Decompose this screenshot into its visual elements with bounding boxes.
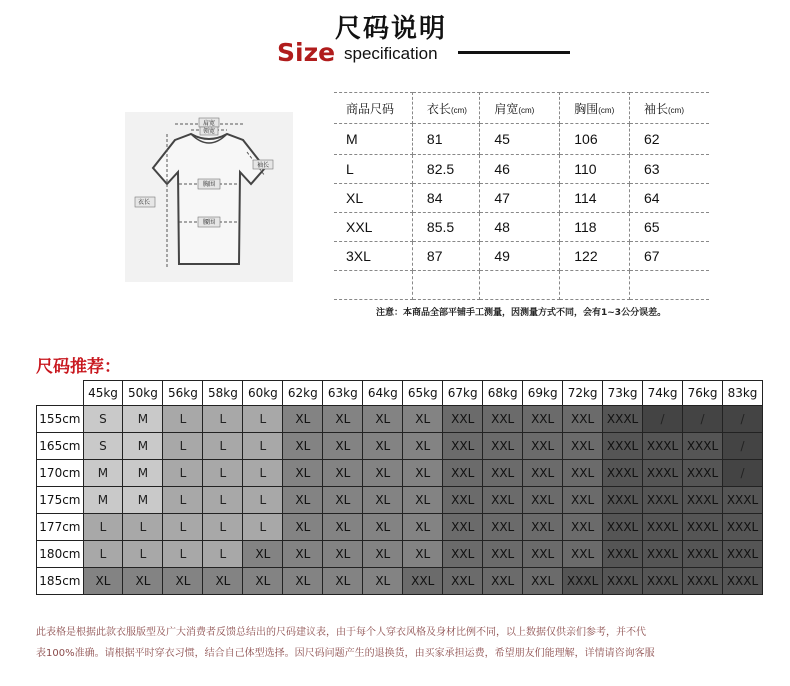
size-cell: XXL	[443, 433, 483, 460]
size-cell: XL	[363, 514, 403, 541]
size-cell: L	[163, 460, 203, 487]
spec-value-cell: 63	[630, 155, 710, 184]
size-cell: XXXL	[723, 541, 763, 568]
page-title: 尺码说明	[335, 14, 448, 44]
height-row	[37, 433, 763, 460]
size-cell: XXL	[483, 541, 523, 568]
size-cell: XXL	[523, 568, 563, 595]
size-cell: XL	[283, 568, 323, 595]
size-cell: M	[83, 460, 123, 487]
spec-value-cell: 49	[480, 242, 560, 271]
size-cell: XXL	[443, 460, 483, 487]
spec-row	[334, 124, 709, 155]
weight-header-cell: 67kg	[443, 381, 483, 406]
weight-header-cell: 60kg	[243, 381, 283, 406]
spec-value-cell: 47	[480, 184, 560, 213]
spec-col-size: 商品尺码	[334, 93, 412, 124]
diagram-label-sleeve: 袖长	[257, 162, 270, 169]
spec-value-cell: 67	[630, 242, 710, 271]
size-cell: M	[123, 487, 163, 514]
spec-size-cell: M	[334, 124, 412, 155]
weight-header-cell: 64kg	[363, 381, 403, 406]
size-cell: XL	[323, 541, 363, 568]
size-cell: XL	[403, 487, 443, 514]
diagram-label-length: 衣长	[138, 199, 151, 206]
height-header-cell: 155cm	[37, 406, 84, 433]
size-cell: XXXL	[643, 487, 683, 514]
spec-size-cell: L	[334, 155, 412, 184]
size-cell: L	[243, 487, 283, 514]
size-cell: XXL	[403, 568, 443, 595]
size-cell: XXL	[523, 541, 563, 568]
size-cell: XXL	[563, 541, 603, 568]
spec-col-sleeve: 袖长(cm)	[630, 93, 710, 124]
size-cell: XXXL	[683, 460, 723, 487]
size-cell: XL	[283, 487, 323, 514]
spec-header-row	[334, 93, 709, 124]
weight-header-cell: 68kg	[483, 381, 523, 406]
spec-row	[334, 213, 709, 242]
spec-size-cell: XXL	[334, 213, 412, 242]
size-cell: XL	[283, 514, 323, 541]
size-cell: L	[243, 406, 283, 433]
size-cell: XL	[403, 433, 443, 460]
size-cell: XXL	[483, 568, 523, 595]
size-cell: XL	[323, 406, 363, 433]
size-cell: XXXL	[683, 514, 723, 541]
size-cell: XXL	[443, 406, 483, 433]
spec-size-cell: XL	[334, 184, 412, 213]
size-cell: XXL	[443, 487, 483, 514]
size-cell: XXL	[523, 433, 563, 460]
size-cell: XXXL	[683, 541, 723, 568]
spec-value-cell: 46	[480, 155, 560, 184]
size-cell: XXXL	[723, 514, 763, 541]
size-cell: L	[163, 541, 203, 568]
size-cell: XL	[283, 433, 323, 460]
diagram-label-waist: 腰围	[203, 219, 216, 226]
size-cell: M	[123, 433, 163, 460]
weight-header-cell: 63kg	[323, 381, 363, 406]
size-cell: XL	[403, 406, 443, 433]
size-cell: L	[203, 433, 243, 460]
size-cell: XXXL	[603, 460, 643, 487]
spec-value-cell: 106	[560, 124, 630, 155]
tshirt-diagram	[125, 112, 293, 282]
spec-row	[334, 271, 709, 300]
footer-line-1: 此表格是根据此款衣服版型及广大消费者反馈总结出的尺码建议表，由于每个人穿衣风格及身材比例不同，以上数据仅供亲们参考，并不代	[36, 627, 646, 638]
spec-row	[334, 155, 709, 184]
spec-row	[334, 184, 709, 213]
size-cell: XL	[363, 406, 403, 433]
spec-value-cell	[412, 271, 479, 300]
size-cell: XXL	[523, 487, 563, 514]
size-cell: XL	[163, 568, 203, 595]
size-cell: XXXL	[723, 487, 763, 514]
weight-header-cell: 76kg	[683, 381, 723, 406]
size-cell: XL	[203, 568, 243, 595]
weight-header-row	[37, 381, 763, 406]
size-cell: L	[243, 433, 283, 460]
size-cell: XXL	[563, 460, 603, 487]
diagram-label-shoulder: 肩宽	[203, 120, 216, 127]
size-cell: L	[163, 433, 203, 460]
size-cell: XL	[403, 514, 443, 541]
spec-value-cell: 122	[560, 242, 630, 271]
heading-rule	[458, 51, 570, 54]
height-header-cell: 170cm	[37, 460, 84, 487]
size-cell: XL	[403, 460, 443, 487]
size-cell: L	[123, 541, 163, 568]
recommend-table	[36, 380, 763, 595]
size-cell: L	[203, 406, 243, 433]
spec-size-cell: 3XL	[334, 242, 412, 271]
size-cell: L	[203, 541, 243, 568]
specification-heading: specification	[344, 44, 438, 63]
size-cell: L	[83, 514, 123, 541]
size-cell: XL	[243, 568, 283, 595]
weight-header-cell: 45kg	[83, 381, 123, 406]
corner-cell	[37, 381, 84, 406]
size-cell: XL	[363, 487, 403, 514]
size-cell: L	[203, 514, 243, 541]
size-cell: XXL	[443, 541, 483, 568]
weight-header-cell: 69kg	[523, 381, 563, 406]
spec-value-cell: 81	[412, 124, 479, 155]
weight-header-cell: 74kg	[643, 381, 683, 406]
weight-header-cell: 50kg	[123, 381, 163, 406]
size-cell: L	[163, 514, 203, 541]
size-heading: Size	[277, 38, 336, 67]
size-cell: /	[723, 460, 763, 487]
size-cell: XXL	[483, 433, 523, 460]
size-cell: M	[83, 487, 123, 514]
height-row	[37, 487, 763, 514]
size-cell: XXXL	[643, 460, 683, 487]
size-cell: XL	[283, 406, 323, 433]
size-cell: XXL	[483, 487, 523, 514]
size-cell: XXL	[523, 514, 563, 541]
height-header-cell: 180cm	[37, 541, 84, 568]
size-cell: XL	[83, 568, 123, 595]
size-cell: L	[203, 487, 243, 514]
size-cell: XXXL	[603, 514, 643, 541]
size-cell: L	[243, 514, 283, 541]
height-row	[37, 514, 763, 541]
footer-note	[36, 622, 766, 664]
spec-value-cell	[560, 271, 630, 300]
size-cell: /	[683, 406, 723, 433]
size-cell: S	[83, 406, 123, 433]
size-cell: XXL	[483, 406, 523, 433]
size-cell: XL	[323, 487, 363, 514]
height-row	[37, 460, 763, 487]
size-cell: XXL	[443, 514, 483, 541]
size-cell: XXXL	[603, 568, 643, 595]
spec-size-cell	[334, 271, 412, 300]
spec-col-chest: 胸围(cm)	[560, 93, 630, 124]
size-cell: XL	[323, 433, 363, 460]
diagram-label-chest: 胸围	[203, 181, 216, 188]
size-cell: XL	[363, 541, 403, 568]
size-cell: XL	[363, 460, 403, 487]
spec-value-cell	[480, 271, 560, 300]
size-cell: XXL	[563, 406, 603, 433]
size-cell: XL	[283, 460, 323, 487]
spec-value-cell: 84	[412, 184, 479, 213]
size-cell: L	[83, 541, 123, 568]
height-header-cell: 177cm	[37, 514, 84, 541]
size-cell: XXXL	[643, 568, 683, 595]
size-cell: XL	[283, 541, 323, 568]
size-cell: XXL	[483, 460, 523, 487]
spec-row	[334, 242, 709, 271]
spec-value-cell: 118	[560, 213, 630, 242]
spec-value-cell: 45	[480, 124, 560, 155]
tshirt-icon	[125, 112, 293, 282]
weight-header-cell: 83kg	[723, 381, 763, 406]
size-cell: L	[163, 487, 203, 514]
size-cell: L	[203, 460, 243, 487]
size-cell: XL	[323, 514, 363, 541]
size-cell: XXL	[483, 514, 523, 541]
recommend-title: 尺码推荐：	[36, 357, 121, 377]
weight-header-cell: 72kg	[563, 381, 603, 406]
size-cell: /	[643, 406, 683, 433]
spec-value-cell: 110	[560, 155, 630, 184]
size-cell: XXL	[443, 568, 483, 595]
size-cell: XL	[403, 541, 443, 568]
size-cell: XXXL	[683, 433, 723, 460]
size-cell: L	[163, 406, 203, 433]
size-cell: XXXL	[723, 568, 763, 595]
size-cell: XXL	[523, 460, 563, 487]
size-cell: XXXL	[603, 487, 643, 514]
size-cell: XXL	[563, 514, 603, 541]
size-cell: XXXL	[643, 514, 683, 541]
spec-value-cell: 65	[630, 213, 710, 242]
size-cell: XXL	[523, 406, 563, 433]
size-cell: S	[83, 433, 123, 460]
footer-line-2: 表100%准确。请根据平时穿衣习惯，结合自己体型选择。因尺码问题产生的退换货，由买家承担运费，希望朋友们能理解，详情请咨询客服	[36, 648, 655, 659]
size-cell: XXXL	[603, 433, 643, 460]
size-cell: L	[243, 460, 283, 487]
size-cell: /	[723, 433, 763, 460]
size-cell: L	[123, 514, 163, 541]
spec-col-length: 衣长(cm)	[412, 93, 479, 124]
size-cell: M	[123, 406, 163, 433]
size-cell: XXL	[563, 433, 603, 460]
size-cell: XL	[323, 568, 363, 595]
size-cell: XXXL	[643, 433, 683, 460]
size-cell: XXXL	[603, 541, 643, 568]
spec-value-cell: 114	[560, 184, 630, 213]
size-cell: XXXL	[603, 406, 643, 433]
height-row	[37, 406, 763, 433]
height-row	[37, 568, 763, 595]
spec-value-cell: 85.5	[412, 213, 479, 242]
size-cell: XXXL	[643, 541, 683, 568]
size-cell: XL	[243, 541, 283, 568]
size-cell: /	[723, 406, 763, 433]
height-row	[37, 541, 763, 568]
spec-value-cell: 87	[412, 242, 479, 271]
weight-header-cell: 65kg	[403, 381, 443, 406]
spec-table	[334, 92, 709, 300]
spec-value-cell: 48	[480, 213, 560, 242]
weight-header-cell: 58kg	[203, 381, 243, 406]
height-header-cell: 185cm	[37, 568, 84, 595]
height-header-cell: 175cm	[37, 487, 84, 514]
weight-header-cell: 56kg	[163, 381, 203, 406]
weight-header-cell: 73kg	[603, 381, 643, 406]
weight-header-cell: 62kg	[283, 381, 323, 406]
size-cell: XL	[123, 568, 163, 595]
spec-value-cell: 82.5	[412, 155, 479, 184]
size-cell: XXXL	[683, 487, 723, 514]
size-cell: XL	[363, 433, 403, 460]
spec-value-cell: 62	[630, 124, 710, 155]
spec-value-cell	[630, 271, 710, 300]
height-header-cell: 165cm	[37, 433, 84, 460]
diagram-label-collar: 领宽	[203, 128, 216, 135]
size-cell: M	[123, 460, 163, 487]
size-cell: XXXL	[563, 568, 603, 595]
size-cell: XL	[363, 568, 403, 595]
size-cell: XL	[323, 460, 363, 487]
measurement-note: 注意：本商品全部平铺手工测量，因测量方式不同，会有1~3公分误差。	[376, 308, 667, 318]
spec-col-shoulder: 肩宽(cm)	[480, 93, 560, 124]
size-cell: XXL	[563, 487, 603, 514]
spec-value-cell: 64	[630, 184, 710, 213]
size-cell: XXXL	[683, 568, 723, 595]
